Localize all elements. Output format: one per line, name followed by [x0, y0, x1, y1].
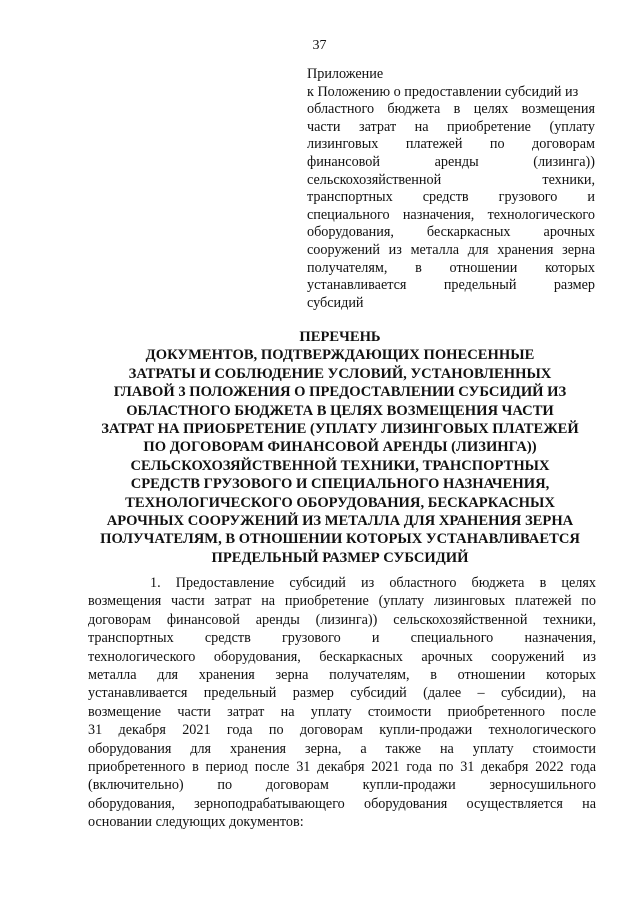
title-line: СРЕДСТВ ГРУЗОВОГО И СПЕЦИАЛЬНОГО НАЗНАЧЕНИЯ,	[130, 476, 550, 493]
body-paragraph	[88, 574, 596, 832]
appendix-line: оборудования, бескаркасных арочных	[307, 224, 595, 241]
paragraph-line: металла для хранения зерна получателям, в отношении которых	[88, 667, 596, 684]
appendix-line: Приложение	[307, 66, 384, 82]
paragraph-line: договорам финансовой аренды (лизинга)) сельскохозяйственной техники,	[88, 611, 596, 628]
title-line: СЕЛЬСКОХОЗЯЙСТВЕННОЙ ТЕХНИКИ, ТРАНСПОРТНЫХ	[130, 457, 550, 474]
paragraph-line: основании следующих документов:	[88, 814, 304, 831]
paragraph-line: 31 декабря 2021 года по договорам купли-продажи технологического	[88, 722, 596, 739]
appendix-line: сельскохозяйственной техники,	[307, 171, 595, 188]
paragraph-line: возмещения части затрат на приобретение (уплату лизинговых платежей по	[88, 593, 596, 610]
title-line: ПОЛУЧАТЕЛЯМ, В ОТНОШЕНИИ КОТОРЫХ УСТАНАВЛИВАЕТСЯ	[100, 531, 580, 548]
title-line: ЗАТРАТ НА ПРИОБРЕТЕНИЕ (УПЛАТУ ЛИЗИНГОВЫХ ПЛАТЕЖЕЙ	[101, 421, 579, 438]
appendix-line: лизинговых платежей по договорам	[307, 136, 595, 153]
page-number: 37	[312, 38, 327, 53]
appendix-line: областного бюджета в целях возмещения	[307, 101, 595, 118]
document-title	[88, 328, 592, 567]
appendix-header	[307, 66, 595, 312]
title-line: АРОЧНЫХ СООРУЖЕНИЙ ИЗ МЕТАЛЛА ДЛЯ ХРАНЕНИЯ ЗЕРНА	[106, 513, 574, 530]
title-line: ГЛАВОЙ 3 ПОЛОЖЕНИЯ О ПРЕДОСТАВЛЕНИИ СУБСИДИЙ ИЗ	[113, 384, 567, 401]
paragraph-line: технологического оборудования, бескаркасных арочных сооружений из	[88, 648, 596, 665]
title-line: ПРЕДЕЛЬНЫЙ РАЗМЕР СУБСИДИЙ	[211, 549, 469, 566]
paragraph-line: приобретенного в период после 31 декабря 2021 года по 31 декабря 2022 года	[88, 759, 596, 776]
paragraph-line: оборудования, зерноподрабатывающего оборудования осуществляется на	[88, 795, 596, 812]
appendix-line: получателям, в отношении которых	[307, 259, 595, 276]
appendix-line: устанавливается предельный размер	[307, 277, 595, 294]
appendix-line: транспортных средств грузового и	[307, 189, 595, 206]
paragraph-line: 1. Предоставление субсидий из областного бюджета в целях	[150, 575, 596, 591]
title-line: ОБЛАСТНОГО БЮДЖЕТА В ЦЕЛЯХ ВОЗМЕЩЕНИЯ ЧАСТИ	[126, 402, 554, 419]
title-line: ПО ДОГОВОРАМ ФИНАНСОВОЙ АРЕНДЫ (ЛИЗИНГА))	[143, 439, 537, 456]
paragraph-line: (включительно) по договорам купли-продажи зерносушильного	[88, 777, 596, 794]
title-line: ЗАТРАТЫ И СОБЛЮДЕНИЕ УСЛОВИЙ, УСТАНОВЛЕННЫХ	[128, 365, 552, 382]
paragraph-line: оборудования для хранения зерна, а также на уплату стоимости	[88, 740, 596, 757]
appendix-line: сооружений из металла для хранения зерна	[307, 241, 595, 258]
appendix-line: части затрат на приобретение (уплату	[307, 118, 595, 135]
title-line: ПЕРЕЧЕНЬ	[299, 329, 381, 345]
appendix-line: субсидий	[307, 294, 364, 311]
paragraph-line: возмещение части затрат на уплату стоимости приобретенного после	[88, 703, 596, 720]
title-line: ТЕХНОЛОГИЧЕСКОГО ОБОРУДОВАНИЯ, БЕСКАРКАСНЫХ	[125, 494, 555, 511]
paragraph-line: устанавливается предельный размер субсидий (далее – субсидии), на	[88, 685, 596, 702]
appendix-line: к Положению о предоставлении субсидий из	[307, 83, 579, 100]
appendix-line: специального назначения, технологического	[307, 206, 595, 223]
appendix-line: финансовой аренды (лизинга))	[307, 153, 595, 170]
title-line: ДОКУМЕНТОВ, ПОДТВЕРЖДАЮЩИХ ПОНЕСЕННЫЕ	[145, 347, 535, 364]
paragraph-line: транспортных средств грузового и специального назначения,	[88, 630, 596, 647]
